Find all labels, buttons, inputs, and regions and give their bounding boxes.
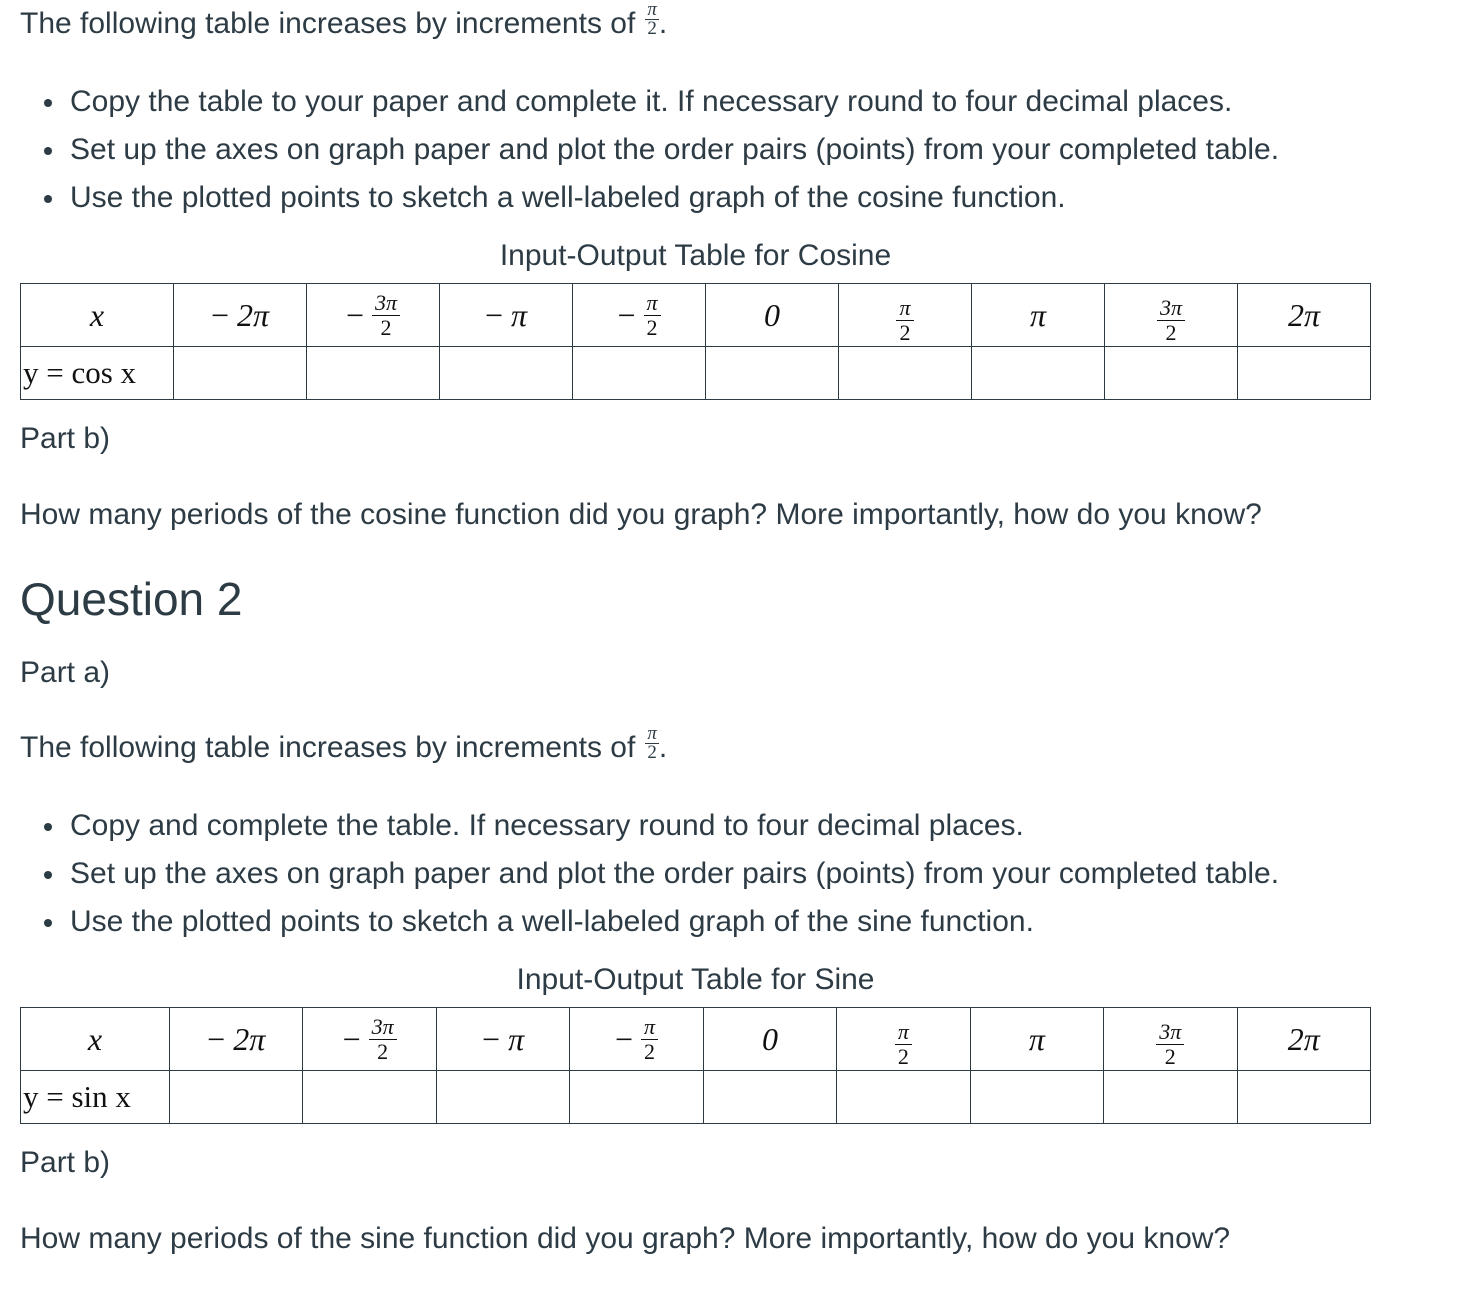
y-value-cell [436,1071,569,1124]
q2-intro [20,722,668,768]
whole-value: π [1028,1020,1045,1057]
fraction-numerator: 3π [369,1015,397,1040]
fraction-denominator: 2 [647,17,657,39]
y-value-cell [1238,347,1371,400]
fraction-denominator: 2 [899,319,911,345]
fraction-numerator: π [647,722,657,744]
whole-value: 0 [761,1020,778,1057]
x-value [343,1015,397,1064]
x-value-cell [970,1008,1103,1071]
fraction-numerator: 3π [372,291,400,316]
x-value [1156,1020,1184,1069]
whole-value: 2π [1287,296,1321,333]
minus-sign: − [482,1020,501,1057]
whole-value: π [1029,296,1047,333]
fraction [1157,296,1185,345]
x-value-cell [1237,1008,1371,1071]
question-2-title: Question 2 [20,573,243,625]
fraction-denominator: 2 [1164,1043,1176,1069]
y-value-cell [307,347,440,400]
x-value [485,297,527,334]
x-value [1288,1021,1320,1058]
x-value-cell [573,284,706,347]
q1-intro-text: The following table increases by increments of [20,7,636,40]
x-header-cell: x [21,1008,170,1071]
fraction-numerator: π [641,1015,658,1040]
fraction-numerator: π [647,0,657,20]
q1-part-b-label: Part b) [20,422,111,455]
fraction [372,291,400,340]
q2-part-b-label: Part b) [20,1146,111,1179]
x-value [482,1021,524,1058]
table-input-row [21,284,1371,347]
y-value-cell [573,347,706,400]
x-value [895,1020,912,1069]
table-input-row [21,1008,1371,1071]
y-header-cell: y = cos x [21,347,174,400]
table-output-row [21,347,1371,400]
x-value-cell [1238,284,1371,347]
fraction-numerator: π [896,296,913,321]
y-value-cell [972,347,1105,400]
minus-sign: − [207,1020,226,1057]
q2-table-caption: Input-Output Table for Sine [516,963,875,996]
y-value-cell [570,1071,703,1124]
fraction-denominator: 2 [380,314,392,340]
x-value-cell [972,284,1105,347]
whole-value: 2π [233,1020,266,1057]
x-value [762,1021,778,1058]
x-value-cell [837,1008,970,1071]
fraction [896,296,913,345]
y-value-cell [303,1071,436,1124]
fraction-denominator: 2 [646,314,658,340]
fraction-denominator: 2 [897,1043,909,1069]
y-value-cell [706,347,839,400]
q1-part-b-question: How many periods of the cosine function did you graph? More importantly, how do you know? [20,498,1262,531]
q2-bullet-3: Use the plotted points to sketch a well-labeled graph of the sine function. [20,898,1279,946]
x-value [1288,297,1320,334]
q1-bullet-1: Copy the table to your paper and complete it. If necessary round to four decimal places. [20,78,1279,126]
x-value [764,297,780,334]
y-header-cell: y = sin x [21,1071,170,1124]
cosine-input-output-table [20,283,1371,400]
x-value [1157,296,1185,345]
q2-intro-text: The following table increases by increments of [20,731,636,764]
x-value [1029,1021,1045,1058]
whole-value: π [511,296,528,333]
fraction-numerator: 3π [1156,1020,1184,1045]
x-value-cell [303,1008,436,1071]
x-value [615,1015,658,1064]
q1-intro [20,0,668,44]
q2-bullet-2: Set up the axes on graph paper and plot the order pairs (points) from your completed table. [20,850,1279,898]
y-value-cell [1105,347,1238,400]
whole-value: π [508,1020,525,1057]
y-value-cell [1237,1071,1371,1124]
minus-sign: − [614,1020,634,1057]
y-value-cell [1104,1071,1237,1124]
x-value-cell [174,284,307,347]
q2-bullet-1: Copy and complete the table. If necessary round to four decimal places. [20,802,1279,850]
minus-sign: − [617,296,636,333]
x-value-cell [570,1008,703,1071]
x-value-cell [307,284,440,347]
minus-sign: − [210,296,229,333]
x-value [211,297,269,334]
y-value-cell [174,347,307,400]
fraction [641,1015,658,1064]
minus-sign: − [345,296,364,333]
y-value-cell [170,1071,303,1124]
whole-value: 2π [237,296,270,333]
fraction-numerator: 3π [1157,296,1185,321]
whole-value: 2π [1287,1020,1320,1057]
fraction [644,291,661,340]
x-value-cell [1104,1008,1237,1071]
x-value-cell [440,284,573,347]
x-value [346,291,400,340]
minus-sign: − [484,296,503,333]
q1-instructions-list [20,78,1279,222]
q2-intro-period: . [658,731,668,764]
q2-part-a-label: Part a) [20,656,111,689]
x-value-cell [1105,284,1238,347]
y-value-cell [839,347,972,400]
q2-instructions-list [20,802,1279,946]
x-value-cell [703,1008,836,1071]
fraction-denominator: 2 [377,1038,389,1064]
fraction-denominator: 2 [647,741,657,763]
q1-intro-fraction [645,1,659,38]
whole-value: 0 [764,296,780,333]
x-value [207,1021,265,1058]
x-value [896,296,913,345]
fraction-numerator: π [644,291,661,316]
x-header-cell: x [21,284,174,347]
x-value-cell [839,284,972,347]
q1-table-caption: Input-Output Table for Cosine [499,239,892,272]
q1-bullet-2: Set up the axes on graph paper and plot the order pairs (points) from your completed table. [20,126,1279,174]
x-value [617,291,660,340]
q1-bullet-3: Use the plotted points to sketch a well-labeled graph of the cosine function. [20,174,1279,222]
q2-intro-fraction [645,722,659,763]
y-value-cell [703,1071,836,1124]
y-value-cell [837,1071,970,1124]
fraction-denominator: 2 [1165,319,1177,345]
sine-input-output-table [20,1007,1371,1124]
table-output-row [21,1071,1371,1124]
x-value-cell [170,1008,303,1071]
minus-sign: − [342,1020,361,1057]
fraction-denominator: 2 [644,1038,656,1064]
fraction [369,1015,397,1064]
fraction-numerator: π [895,1020,912,1045]
fraction [1156,1020,1184,1069]
x-value [1030,297,1046,334]
q2-part-b-question: How many periods of the sine function did you graph? More importantly, how do you know? [20,1222,1231,1255]
q1-intro-period: . [658,7,668,40]
y-value-cell [970,1071,1103,1124]
x-value-cell [436,1008,569,1071]
fraction [895,1020,912,1069]
y-value-cell [440,347,573,400]
x-value-cell [706,284,839,347]
